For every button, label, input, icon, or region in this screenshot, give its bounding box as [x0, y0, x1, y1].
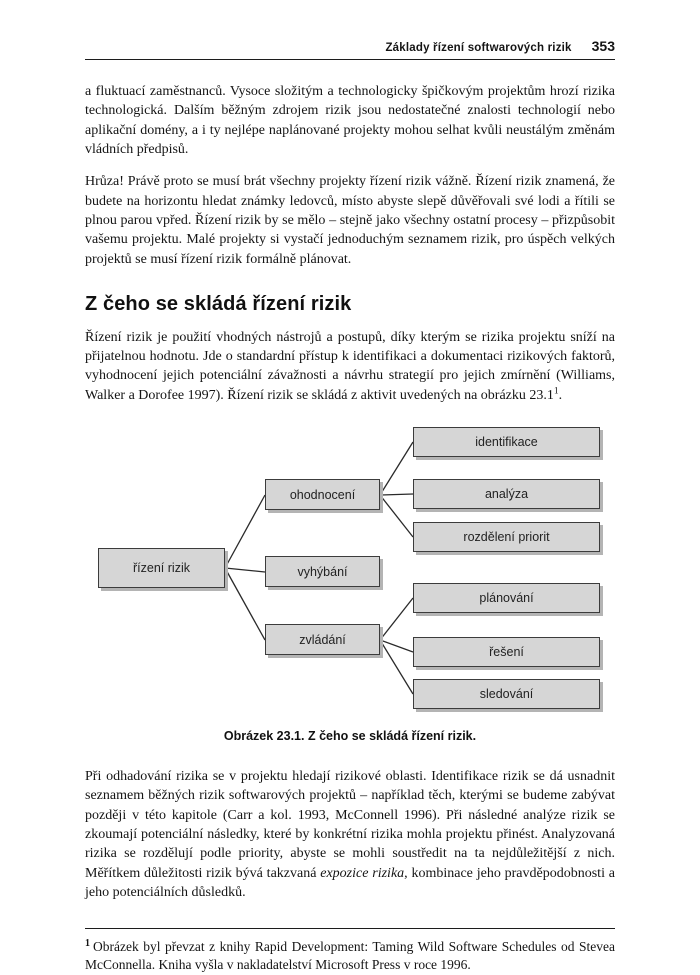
diagram-box-sledovani: sledování [413, 679, 600, 709]
diagram-box-ohodnoceni: ohodnocení [265, 479, 380, 510]
figure-caption [85, 729, 615, 743]
page-number: 353 [591, 38, 615, 54]
paragraph-4-post: , kombinace jeho pravděpodobnosti a jeho potenciálních důsledků. [85, 865, 615, 900]
paragraph-3 [85, 328, 615, 405]
page-header [85, 38, 615, 60]
paragraph-4 [85, 767, 615, 902]
diagram-box-vyhybani: vyhýbání [265, 556, 380, 587]
paragraph-2: Hrůza! Právě proto se musí brát všechny projekty řízení rizik vážně. Řízení rizik znamená, že budete na horizontu hledat známky ledovců, místo abyste slepě důvěřovali své lodi a řítili se plnou parou vpřed. Řízení rizik by se mělo – stejně jako všechny ostatní procesy – přizpůsobit vašemu projektu. Malé projekty si vystačí jednoduchým seznamem rizik, pro úspěch velkých projektů se musí řízení rizik formálně plánovat. [85, 174, 615, 267]
paragraph-4-pre: Při odhadování rizika se v projektu hledají rizikové oblasti. Identifikace rizik se dá usnadnit seznamem běžných rizik softwarových projektů – například těch, kterými se budeme zabývat později v této kapitole (Carr a kol. 1993, McConnell 1996). Při následné analýze rizik se zkoumají potenciální následky, které by konkrétní rizika mohla projektu přinést. Analyzovaná rizika se rozdělují podle priority, abyste se mohli soustředit na ta nejdůležitější z nich. Měřítkem důležitosti rizik bývá takzvaná [85, 769, 615, 881]
diagram-box-planovani: plánování [413, 583, 600, 613]
paragraph-3-end: . [558, 387, 563, 403]
footnote-text: Obrázek byl převzat z knihy Rapid Development: Taming Wild Software Schedules od Stevea McConnella. Kniha vyšla v nakladatelství Microsoft Press v roce 1996. [85, 939, 615, 973]
footnote-marker: 1 [85, 937, 90, 949]
diagram-box-zvladani: zvládání [265, 624, 380, 655]
figure-caption-text: Z čeho se skládá řízení rizik. [307, 729, 477, 744]
header-title: Základy řízení softwarových rizik [385, 42, 572, 54]
footnote [85, 938, 615, 974]
risk-management-diagram [85, 419, 615, 715]
diagram-box-reseni: řešení [413, 637, 600, 667]
paragraph-3-text: Řízení rizik je použití vhodných nástrojů a postupů, díky kterým se rizika projektu sníží na přijatelnou hodnotu. Jde o standardní přístup k identifikaci a dokumentaci rizikových faktorů, vyhodnocení jejich potenciální závažnosti a návrhu strategií pro jejich zmírnění (Williams, Walker a Dorofee 1997). Řízení rizik se skládá z aktivit uvedených na obrázku 23.1 [85, 329, 615, 403]
footnote-reference: 1 [553, 386, 559, 397]
paragraph-1: a fluktuací zaměstnanců. Vysoce složitým a technologicky špičkovým projektům hrozí rizika technologická. Dalším běžným zdrojem rizik jsou nedostatečné znalosti technologií nebo aplikační domény, a i ty nejlépe naplánované projekty mohou selhat kvůli neustálým změnám vládních předpisů. [85, 84, 615, 157]
figure-caption-label: Obrázek 23.1. [223, 729, 305, 744]
diagram-box-rizeni-rizik: řízení rizik [98, 548, 225, 588]
diagram-box-analyza: analýza [413, 479, 600, 509]
section-heading: Z čeho se skládá řízení rizik [85, 292, 352, 315]
paragraph-4-italic-term: expozice rizika [320, 865, 405, 881]
footnote-block [85, 928, 615, 974]
diagram-box-identifikace: identifikace [413, 427, 600, 457]
diagram-box-rozdeleni-priorit: rozdělení priorit [413, 522, 600, 552]
